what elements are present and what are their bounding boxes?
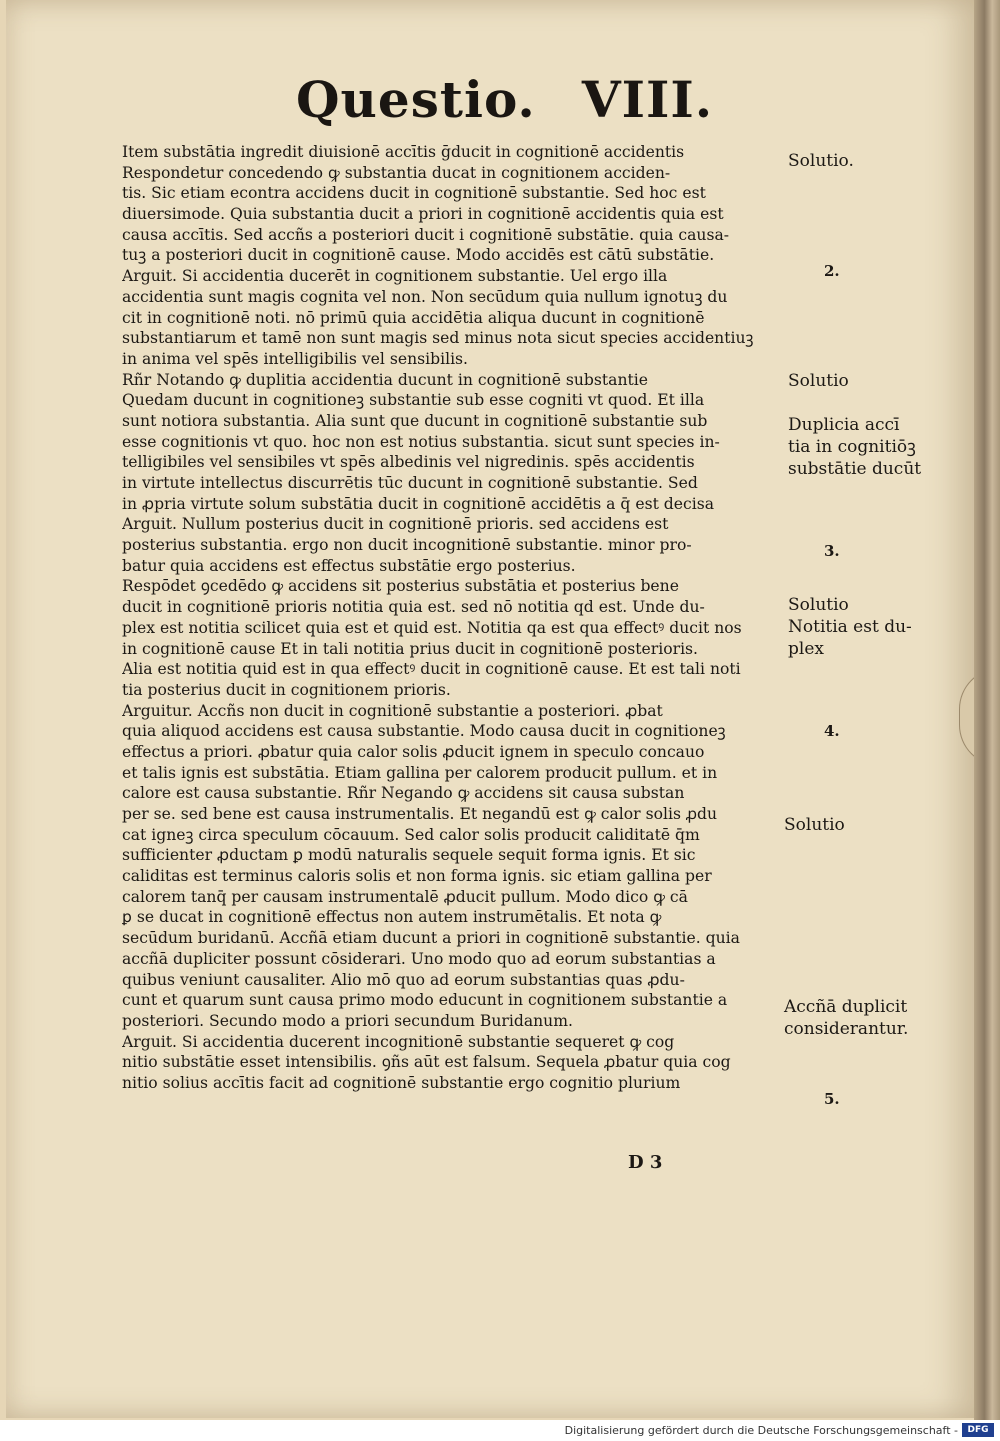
margin-number: 3. xyxy=(824,542,840,560)
margin-note-notitia: Notitia est du- xyxy=(788,617,912,637)
text-line: nitio substātie esset intensibilis. ꝯñs aūt est falsum. Sequela ꝓbatur quia cog xyxy=(122,1053,731,1072)
text-line: calorem tanq̄ per causam instrumentalē ꝓducit pullum. Modo dico ꝙ cā xyxy=(122,887,688,906)
margin-note-solutio: Solutio. xyxy=(788,151,854,171)
dfg-logo: DFG xyxy=(962,1423,994,1437)
text-line: ꝑ se ducat in cognitionē effectus non autem instrumētalis. Et nota ꝙ xyxy=(122,908,662,927)
text-line: sunt notiora substantia. Alia sunt que ducunt in cognitionē substantie sub xyxy=(122,411,708,430)
margin-note-duplicia: Duplicia accī xyxy=(788,415,900,435)
text-line: per se. sed bene est causa instrumentalis. Et negandū est ꝙ calor solis ꝓdu xyxy=(122,805,718,823)
text-line: quibus veniunt causaliter. Alio mō quo ad eorum substantias quas ꝓdu- xyxy=(122,970,685,989)
paper-sheet xyxy=(6,0,974,1418)
text-line: accñā dupliciter possunt cōsiderari. Uno modo quo ad eorum substantias a xyxy=(122,949,716,968)
text-line: Respōdet ꝯcedēdo ꝙ accidens sit posterius substātia et posterius bene xyxy=(122,577,679,596)
text-line: calore est causa substantie. Rñr Negando ꝙ accidens sit causa substan xyxy=(122,784,685,803)
text-line: et talis ignis est substātia. Etiam gallina per calorem producit pullum. et in xyxy=(122,763,718,782)
footer-credit: Digitalisierung gefördert durch die Deutsche Forschungsgemeinschaft - xyxy=(564,1424,958,1437)
text-line: in ꝓpria virtute solum substātia ducit in cognitionē accidētis a q̄ est decisa xyxy=(122,494,715,513)
text-line: in virtute intellectus discurrētis tūc ducunt in cognitionē substantie. Sed xyxy=(122,474,698,492)
text-line: tuꝫ a posteriori ducit in cognitionē cause. Modo accidēs est cātū substātie. xyxy=(122,246,715,265)
text-line: Arguit. Nullum posterius ducit in cognitionē prioris. sed accidens est xyxy=(122,515,669,534)
text-line: Item substātia ingredit diuisionē accītis ḡducit in cognitionē accidentis xyxy=(122,143,685,161)
text-line: telligibiles vel sensibiles vt spēs albedinis vel nigredinis. spēs accidentis xyxy=(122,453,695,472)
text-line: ducit in cognitionē prioris notitia quia est. sed nō notitia qd est. Unde du- xyxy=(122,598,705,617)
margin-number: 2. xyxy=(824,262,840,280)
margin-note-accna: considerantur. xyxy=(784,1019,909,1039)
text-line: tis. Sic etiam econtra accidens ducit in cognitionē substantie. Sed hoc est xyxy=(122,184,706,203)
header-number: VIII. xyxy=(581,70,714,129)
margin-note-notitia: plex xyxy=(788,639,824,659)
signature-mark: D 3 xyxy=(628,1152,663,1173)
text-line: sufficienter ꝓductam ꝑ modū naturalis sequele sequit forma ignis. Et sic xyxy=(122,846,696,865)
margin-note-solutio: Solutio xyxy=(788,371,849,391)
text-line: diuersimode. Quia substantia ducit a priori in cognitionē accidentis quia est xyxy=(122,205,724,224)
text-line: caliditas est terminus caloris solis et non forma ignis. sic etiam gallina per xyxy=(122,867,712,886)
margin-number: 5. xyxy=(824,1090,840,1108)
margin-note-duplicia: substātie ducūt xyxy=(788,459,922,479)
text-line: cunt et quarum sunt causa primo modo educunt in cognitionem substantie a xyxy=(122,991,728,1010)
text-line: plex est notitia scilicet quia est et quid est. Notitia qa est qua effectꝰ ducit nos xyxy=(122,618,742,637)
text-line: Arguit. Si accidentia ducerēt in cognitionem substantie. Uel ergo illa xyxy=(122,267,668,286)
text-line: secūdum buridanū. Accñā etiam ducunt a priori in cognitionē substantie. quia xyxy=(122,929,740,948)
text-line: in cognitionē cause Et in tali notitia prius ducit in cognitionē posterioris. xyxy=(122,639,699,658)
text-line: accidentia sunt magis cognita vel non. Non secūdum quia nullum ignotuꝫ du xyxy=(122,287,728,306)
body-text xyxy=(122,142,782,1094)
margin-note-solutio: Solutio xyxy=(788,595,849,615)
text-line: nitio solius accītis facit ad cognitionē substantie ergo cognitio plurium xyxy=(122,1073,681,1092)
text-line: batur quia accidens est effectus substātie ergo posterius. xyxy=(122,556,576,575)
text-line: esse cognitionis vt quo. hoc non est notius substantia. sicut sunt species in- xyxy=(122,432,720,451)
text-line: posteriori. Secundo modo a priori secundum Buridanum. xyxy=(122,1011,573,1030)
text-line: in anima vel spēs intelligibilis vel sensibilis. xyxy=(122,349,469,368)
text-line: Rñr Notando ꝙ duplitia accidentia ducunt in cognitionē substantie xyxy=(122,370,649,389)
text-line: substantiarum et tamē non sunt magis sed minus nota sicut species accidentiuꝫ xyxy=(122,329,754,348)
header-word: Questio. xyxy=(296,70,536,129)
text-line: quia aliquod accidens est causa substantie. Modo causa ducit in cognitioneꝫ xyxy=(122,722,726,741)
text-line: Arguitur. Accñs non ducit in cognitionē substantie a posteriori. ꝓbat xyxy=(122,701,663,720)
margin-number: 4. xyxy=(824,722,840,740)
text-line: cit in cognitionē noti. nō primū quia accidētia aliqua ducunt in cognitionē xyxy=(122,308,705,327)
text-line: posterius substantia. ergo non ducit incognitionē substantie. minor pro- xyxy=(122,536,692,555)
text-line: Alia est notitia quid est in qua effectꝰ ducit in cognitionē cause. Et est tali noti xyxy=(122,660,741,679)
text-line: effectus a priori. ꝓbatur quia calor solis ꝓducit ignem in speculo concauo xyxy=(122,742,705,761)
text-line: causa accītis. Sed accñs a posteriori ducit i cognitionē substātie. quia causa- xyxy=(122,225,730,244)
margin-note-duplicia: tia in cognitiōꝫ xyxy=(788,437,916,457)
text-line: Quedam ducunt in cognitioneꝫ substantie sub esse cogniti vt quod. Et illa xyxy=(122,391,705,410)
text-line: Respondetur concedendo ꝙ substantia ducat in cognitionem acciden- xyxy=(122,163,671,182)
text-line: cat igneꝫ circa speculum cōcauum. Sed calor solis producit caliditatē q̄m xyxy=(122,825,700,844)
margin-note-accna: Accñā duplicit xyxy=(784,997,908,1017)
footer-bar xyxy=(0,1420,1000,1441)
book-edge xyxy=(974,0,1000,1420)
text-line: Arguit. Si accidentia ducerent incognitionē substantie sequeret ꝙ cog xyxy=(122,1032,675,1051)
page-header xyxy=(296,70,714,129)
text-line: tia posterius ducit in cognitionem prioris. xyxy=(122,680,451,699)
margin-note-solutio: Solutio xyxy=(784,815,845,835)
